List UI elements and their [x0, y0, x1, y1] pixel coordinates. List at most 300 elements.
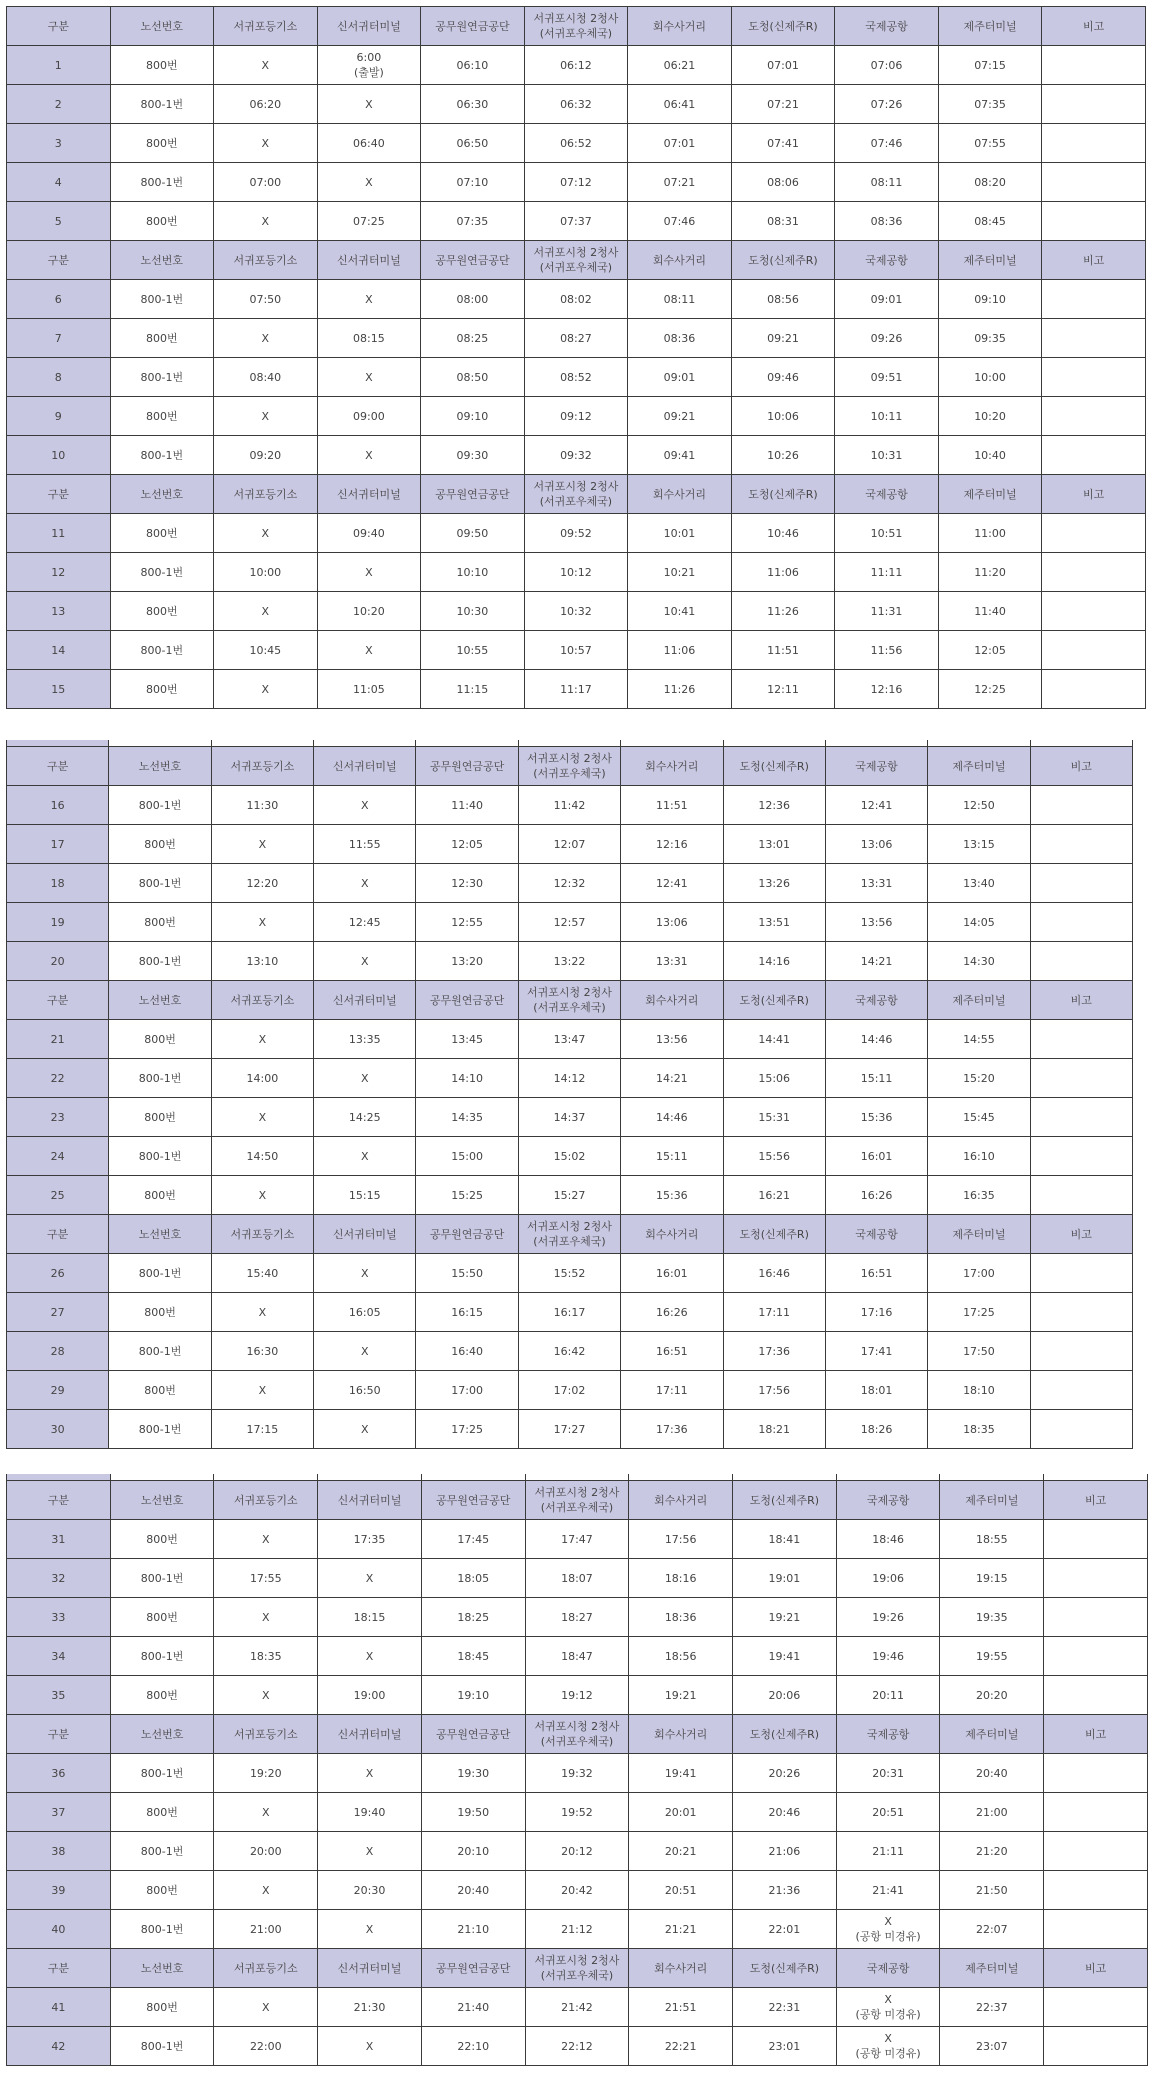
col-city-hall-2-cell	[525, 1910, 629, 1949]
col-city-hall-2-cell	[524, 319, 628, 358]
col-jeju-terminal-cell	[928, 1371, 1030, 1410]
header-airport	[825, 747, 927, 786]
cell-value: 07:10	[456, 175, 489, 189]
header-new-seogwi-terminal	[318, 1715, 422, 1754]
cell-value: 800-1번	[140, 292, 184, 306]
col-airport-cell	[835, 85, 939, 124]
cell-value: 800번	[145, 682, 178, 696]
header-label: 공무원연금공단	[429, 993, 505, 1007]
col-hoesu-cell	[629, 1754, 733, 1793]
cell-value: 11:06	[767, 565, 799, 579]
col-provincial-office-cell	[723, 1137, 825, 1176]
col-airport-cell	[825, 1020, 927, 1059]
header-city-hall-2	[525, 1715, 629, 1754]
col-route-cell	[110, 2027, 214, 2066]
col-hoesu-cell	[628, 436, 732, 475]
cell-value: 07:01	[767, 58, 799, 72]
cell-value: 06:10	[456, 58, 489, 72]
col-pension-service-cell	[421, 553, 525, 592]
header-label: 회수사거리	[652, 487, 707, 501]
header-line-2: (서귀포우체국)	[540, 1501, 614, 1514]
airport-skip-note: (공항 미경유)	[855, 1930, 921, 1943]
cell-value: 12:41	[860, 798, 893, 812]
table-row	[7, 202, 1146, 241]
cell-value: X	[365, 1844, 374, 1858]
header-label: 국제공항	[865, 19, 908, 33]
col-pension-service-cell	[421, 1754, 525, 1793]
col-route-cell	[110, 514, 214, 553]
col-note-cell	[1030, 1254, 1132, 1293]
cell-value: 06:30	[456, 97, 489, 111]
col-note-cell	[1042, 436, 1146, 475]
cell-value: 800번	[144, 1305, 176, 1319]
col-pension-service-cell	[421, 1832, 525, 1871]
header-label: 회수사거리	[652, 253, 707, 267]
col-airport-cell	[836, 1871, 940, 1910]
cell-value: 17:35	[353, 1532, 386, 1546]
col-seogwipo-registry-cell	[211, 1254, 313, 1293]
cell-value: 18:36	[664, 1610, 697, 1624]
cell-value: X	[365, 448, 373, 462]
cell-value: 800번	[145, 58, 178, 72]
table-row	[7, 592, 1146, 631]
col-note-cell	[1042, 358, 1146, 397]
col-city-hall-2-cell	[525, 1598, 629, 1637]
cell-value: 12:32	[553, 876, 586, 890]
header-new-seogwi-terminal	[318, 1949, 422, 1988]
col-no-cell	[7, 85, 111, 124]
col-provincial-office-cell	[723, 1020, 825, 1059]
col-jeju-terminal-cell	[928, 1137, 1030, 1176]
col-pension-service-cell	[416, 786, 518, 825]
table-row	[7, 124, 1146, 163]
header-label: 비고	[1070, 759, 1092, 773]
header-label: 신서귀터미널	[336, 487, 401, 501]
col-jeju-terminal-cell	[928, 864, 1030, 903]
col-hoesu-cell	[629, 1988, 733, 2027]
col-jeju-terminal-cell	[938, 280, 1042, 319]
header-label: 신서귀터미널	[337, 1727, 402, 1741]
col-new-seogwi-terminal-cell	[314, 1371, 416, 1410]
col-hoesu-cell	[628, 319, 732, 358]
col-new-seogwi-terminal-cell	[317, 46, 421, 85]
cell-value: 22	[50, 1071, 65, 1085]
col-pension-service-cell	[416, 1293, 518, 1332]
cell-value: 800-1번	[138, 1344, 182, 1358]
col-no-cell	[7, 46, 111, 85]
cell-value: 13:45	[451, 1032, 483, 1046]
cell-value: 800-1번	[140, 1766, 184, 1780]
col-seogwipo-registry-cell	[211, 825, 313, 864]
cell-value: 06:21	[663, 58, 696, 72]
col-jeju-terminal-cell	[928, 1020, 1030, 1059]
col-jeju-terminal-cell	[928, 786, 1030, 825]
header-route	[110, 475, 214, 514]
col-city-hall-2-cell	[525, 1988, 629, 2027]
header-city-hall-2	[524, 475, 628, 514]
header-seogwipo-registry	[214, 241, 318, 280]
col-seogwipo-registry-cell	[214, 163, 318, 202]
cell-value: 10:30	[456, 604, 489, 618]
col-seogwipo-registry-cell	[214, 397, 318, 436]
col-route-cell	[110, 1793, 214, 1832]
cell-value: 800-1번	[140, 1922, 184, 1936]
timetable-table	[6, 6, 1146, 709]
cell-value: 15:00	[451, 1149, 483, 1163]
col-new-seogwi-terminal-cell	[318, 1637, 422, 1676]
col-airport-cell	[836, 1832, 940, 1871]
header-line-2: (서귀포우체국)	[539, 27, 613, 40]
table-row	[7, 1871, 1148, 1910]
col-jeju-terminal-cell	[940, 1676, 1044, 1715]
col-provincial-office-cell	[731, 631, 835, 670]
cell-value: 23:07	[975, 2039, 1008, 2053]
cell-value: 16:42	[553, 1344, 586, 1358]
col-new-seogwi-terminal-cell	[314, 942, 416, 981]
cell-value: 19:35	[975, 1610, 1008, 1624]
header-label: 노선번호	[140, 1727, 184, 1741]
cell-value: 09:41	[663, 448, 696, 462]
cell-value: X	[360, 1266, 369, 1280]
col-airport-cell	[835, 514, 939, 553]
col-no-cell	[7, 1793, 111, 1832]
table-row	[7, 163, 1146, 202]
cell-value: 800-1번	[140, 643, 184, 657]
col-airport-cell	[836, 1559, 940, 1598]
header-label: 제주터미널	[963, 253, 1017, 267]
col-new-seogwi-terminal-cell	[314, 1020, 416, 1059]
cell-value: 08:00	[456, 292, 489, 306]
col-airport-cell	[836, 1676, 940, 1715]
header-city-hall-2	[524, 241, 628, 280]
cell-value: 17:25	[451, 1422, 483, 1436]
col-provincial-office-cell	[731, 514, 835, 553]
col-hoesu-cell	[621, 942, 723, 981]
cell-value: 16:05	[348, 1305, 381, 1319]
header-label: 비고	[1083, 487, 1105, 501]
col-city-hall-2-cell	[518, 1098, 620, 1137]
col-city-hall-2-cell	[525, 1793, 629, 1832]
col-provincial-office-cell	[723, 1293, 825, 1332]
col-provincial-office-cell	[731, 124, 835, 163]
cell-value: 12:25	[974, 682, 1006, 696]
cell-value: 11:40	[451, 798, 483, 812]
header-label: 공무원연금공단	[436, 1961, 511, 1975]
col-airport-cell	[825, 1059, 927, 1098]
col-airport-cell	[835, 46, 939, 85]
cell-value: 18:07	[561, 1571, 593, 1585]
header-provincial-office	[731, 475, 835, 514]
col-seogwipo-registry-cell	[214, 1832, 318, 1871]
col-city-hall-2-cell	[525, 1520, 629, 1559]
cell-value: 31	[51, 1532, 66, 1546]
col-city-hall-2-cell	[518, 1059, 620, 1098]
departure-time: 6:00	[356, 51, 382, 64]
cell-value: 12:05	[974, 643, 1006, 657]
col-note-cell	[1030, 1332, 1132, 1371]
col-city-hall-2-cell	[525, 1676, 629, 1715]
col-pension-service-cell	[421, 631, 525, 670]
col-hoesu-cell	[621, 1020, 723, 1059]
cell-value: 14:21	[860, 954, 893, 968]
cell-value: 06:50	[456, 136, 489, 150]
table-row	[7, 1410, 1133, 1449]
header-label: 비고	[1070, 1227, 1092, 1241]
col-provincial-office-cell	[733, 1754, 837, 1793]
header-label: 노선번호	[138, 1227, 182, 1241]
col-provincial-office-cell	[733, 1637, 837, 1676]
col-hoesu-cell	[629, 1520, 733, 1559]
header-note	[1044, 1949, 1148, 1988]
cell-value: 21:20	[975, 1844, 1008, 1858]
header-label: 공무원연금공단	[429, 1227, 505, 1241]
cell-value: X	[360, 1071, 369, 1085]
cell-value: 19:40	[353, 1805, 386, 1819]
cell-value: 10:55	[456, 643, 489, 657]
cell-value: 13:15	[963, 837, 995, 851]
header-no	[7, 241, 111, 280]
col-seogwipo-registry-cell	[214, 670, 318, 709]
cell-value: 17:36	[758, 1344, 791, 1358]
cell-value: 09:00	[353, 409, 385, 423]
cell-value: 14:55	[963, 1032, 995, 1046]
col-hoesu-cell	[628, 202, 732, 241]
cell-value: 15:25	[451, 1188, 483, 1202]
col-new-seogwi-terminal-cell	[318, 1598, 422, 1637]
col-seogwipo-registry-cell	[214, 1637, 318, 1676]
cell-value: 14:30	[963, 954, 995, 968]
cell-value: 08:11	[663, 292, 696, 306]
header-new-seogwi-terminal	[318, 1481, 422, 1520]
col-pension-service-cell	[421, 436, 525, 475]
col-seogwipo-registry-cell	[211, 1293, 313, 1332]
table-row	[7, 1293, 1133, 1332]
header-city-hall-2	[525, 1949, 629, 1988]
col-new-seogwi-terminal-cell	[318, 1754, 422, 1793]
col-new-seogwi-terminal-cell	[314, 1059, 416, 1098]
col-seogwipo-registry-cell	[211, 1410, 313, 1449]
header-label: 제주터미널	[963, 487, 1017, 501]
col-jeju-terminal-cell	[928, 903, 1030, 942]
col-note-cell	[1042, 514, 1146, 553]
col-new-seogwi-terminal-cell	[314, 1332, 416, 1371]
cell-value: 21:00	[975, 1805, 1008, 1819]
col-note-cell	[1042, 592, 1146, 631]
header-label: 도청(신제주R)	[748, 253, 818, 267]
col-no-cell	[7, 1676, 111, 1715]
col-pension-service-cell	[421, 1520, 525, 1559]
col-new-seogwi-terminal-cell	[318, 1871, 422, 1910]
header-row	[7, 1481, 1148, 1520]
cell-value: 09:35	[974, 331, 1006, 345]
cell-value: 12:41	[655, 876, 688, 890]
col-pension-service-cell	[421, 397, 525, 436]
col-route-cell	[110, 592, 214, 631]
col-seogwipo-registry-cell	[214, 631, 318, 670]
header-line-2: (서귀포우체국)	[539, 261, 613, 274]
cell-value: 35	[51, 1688, 66, 1702]
col-seogwipo-registry-cell	[211, 1020, 313, 1059]
cell-value: 11:06	[663, 643, 696, 657]
col-route-cell	[110, 1871, 214, 1910]
col-new-seogwi-terminal-cell	[314, 864, 416, 903]
col-route-cell	[110, 436, 214, 475]
col-jeju-terminal-cell	[938, 436, 1042, 475]
cell-value: 16:21	[758, 1188, 791, 1202]
col-hoesu-cell	[629, 1637, 733, 1676]
cell-value: X	[365, 565, 373, 579]
header-provincial-office	[733, 1715, 837, 1754]
col-route-cell	[109, 864, 211, 903]
col-provincial-office-cell	[723, 942, 825, 981]
cell-value: 17:16	[860, 1305, 893, 1319]
cell-value: 10:41	[663, 604, 696, 618]
cell-value: 16:26	[655, 1305, 688, 1319]
cell-value: 800-1번	[138, 798, 182, 812]
cell-value: 26	[50, 1266, 65, 1280]
cell-value: 19:15	[975, 1571, 1008, 1585]
header-pension-service	[416, 1215, 518, 1254]
cell-value: X	[365, 1922, 374, 1936]
col-hoesu-cell	[621, 825, 723, 864]
col-city-hall-2-cell	[518, 1176, 620, 1215]
cell-value: 08:02	[560, 292, 592, 306]
header-line-1: 서귀포시청 2청사	[527, 1220, 612, 1233]
airport-skip-mark: X	[884, 1915, 892, 1928]
cell-value: 16:35	[963, 1188, 995, 1202]
cell-value: 13:31	[860, 876, 893, 890]
cell-value: 17:11	[655, 1383, 688, 1397]
cell-value: 11:30	[246, 798, 279, 812]
cell-value: 22:31	[768, 2000, 801, 2014]
col-provincial-office-cell	[731, 85, 835, 124]
col-route-cell	[110, 358, 214, 397]
col-note-cell	[1042, 397, 1146, 436]
col-jeju-terminal-cell	[928, 825, 1030, 864]
table-row	[7, 1793, 1148, 1832]
cell-value: 6	[54, 292, 62, 306]
col-airport-cell	[835, 436, 939, 475]
cell-value: 10:00	[249, 565, 282, 579]
col-city-hall-2-cell	[524, 280, 628, 319]
cell-value: 19:26	[872, 1610, 904, 1624]
cell-value: 19:41	[768, 1649, 801, 1663]
col-city-hall-2-cell	[518, 1137, 620, 1176]
col-jeju-terminal-cell	[938, 46, 1042, 85]
departure-note: (출발)	[353, 66, 384, 79]
col-no-cell	[7, 319, 111, 358]
header-pension-service	[421, 7, 525, 46]
col-note-cell	[1030, 1371, 1132, 1410]
header-airport	[836, 1715, 940, 1754]
col-no-cell	[7, 514, 111, 553]
table-row	[7, 46, 1146, 85]
cell-value: 13:31	[655, 954, 688, 968]
col-note-cell	[1044, 1793, 1148, 1832]
table-row	[7, 1371, 1133, 1410]
header-label: 서귀포등기소	[233, 487, 298, 501]
col-hoesu-cell	[621, 1410, 723, 1449]
col-airport-cell	[835, 670, 939, 709]
table-row	[7, 319, 1146, 358]
header-row	[7, 981, 1133, 1020]
col-route-cell	[110, 202, 214, 241]
cell-value: 8	[54, 370, 62, 384]
cell-value: 5	[54, 214, 62, 228]
cell-value: 13:26	[758, 876, 791, 890]
cell-value: 800-1번	[140, 1844, 184, 1858]
col-pension-service-cell	[421, 1910, 525, 1949]
col-city-hall-2-cell	[525, 1637, 629, 1676]
cell-value: 33	[51, 1610, 66, 1624]
cell-value: 12:20	[246, 876, 279, 890]
cell-value: 12:55	[451, 915, 483, 929]
header-airport	[825, 1215, 927, 1254]
col-provincial-office-cell	[723, 1098, 825, 1137]
header-no	[7, 1715, 111, 1754]
cell-value: 15:15	[348, 1188, 381, 1202]
col-jeju-terminal-cell	[940, 2027, 1044, 2066]
cell-value: 15:02	[553, 1149, 586, 1163]
cell-value: 21:12	[561, 1922, 593, 1936]
col-note-cell	[1042, 280, 1146, 319]
col-pension-service-cell	[421, 514, 525, 553]
col-city-hall-2-cell	[524, 553, 628, 592]
col-jeju-terminal-cell	[940, 1910, 1044, 1949]
cell-value: 11:31	[870, 604, 903, 618]
header-hoesu	[629, 1949, 733, 1988]
header-jeju-terminal	[928, 981, 1030, 1020]
cell-value: 14:37	[553, 1110, 586, 1124]
header-jeju-terminal	[928, 1215, 1030, 1254]
col-pension-service-cell	[421, 358, 525, 397]
cell-value: 38	[51, 1844, 66, 1858]
cell-value: 12:30	[451, 876, 483, 890]
table-row	[7, 1332, 1133, 1371]
col-jeju-terminal-cell	[940, 1832, 1044, 1871]
col-route-cell	[109, 1137, 211, 1176]
col-seogwipo-registry-cell	[211, 1176, 313, 1215]
header-label: 비고	[1084, 1961, 1107, 1975]
col-airport-cell	[836, 1988, 940, 2027]
header-line-1: 서귀포시청 2청사	[527, 986, 612, 999]
col-airport-cell	[836, 1598, 940, 1637]
cell-value: 24	[50, 1149, 65, 1163]
cell-value: X	[365, 97, 373, 111]
col-provincial-office-cell	[733, 1988, 837, 2027]
col-seogwipo-registry-cell	[214, 1871, 318, 1910]
col-jeju-terminal-cell	[940, 1871, 1044, 1910]
col-provincial-office-cell	[723, 825, 825, 864]
col-note-cell	[1044, 1520, 1148, 1559]
header-label: 서귀포등기소	[233, 19, 298, 33]
cell-value: X	[360, 1149, 369, 1163]
cell-value: 21:11	[872, 1844, 904, 1858]
col-no-cell	[7, 124, 111, 163]
col-no-cell	[7, 436, 111, 475]
header-label: 구분	[47, 1227, 69, 1241]
col-pension-service-cell	[416, 1176, 518, 1215]
col-no-cell	[7, 592, 111, 631]
header-label: 구분	[47, 1961, 69, 1975]
cell-value: 19:21	[664, 1688, 697, 1702]
col-note-cell	[1044, 1559, 1148, 1598]
header-label: 구분	[47, 759, 69, 773]
header-label: 서귀포등기소	[233, 1493, 298, 1507]
cell-value: X	[365, 1649, 374, 1663]
cell-value: 32	[51, 1571, 66, 1585]
cell-value: 3	[54, 136, 62, 150]
